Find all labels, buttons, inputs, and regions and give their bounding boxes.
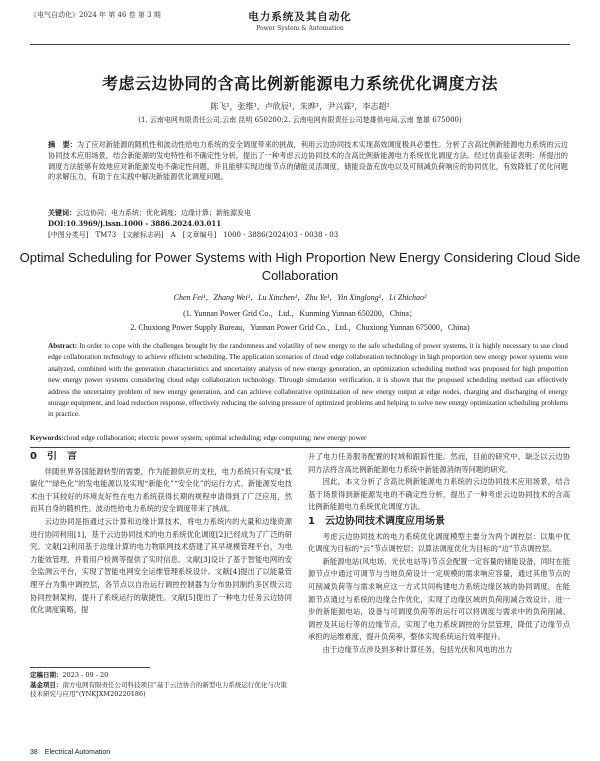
authors-zh: 陈飞¹，张维¹，卢欣辰¹，朱晔¹，尹兴霖²，李志超² (210, 102, 390, 111)
affiliation-en-2: 2. Chuxiong Power Supply Bureau，Yunnan Power Grid Co.，Ltd.，Chuxiong Yunnan 675000，China) (130, 323, 470, 332)
keywords-label-en: Keywords: (30, 434, 64, 442)
right-paragraph-4: 新能源电站(风电场、光伏电站等)节点会配置一定容量的储能设备，同时在能源节点中通过可调节与当地负荷设计一定规模的需求响应容量，通过其他节点的可削减负荷等与需求响应这一方式共同构建电力系统边缘区域的协同调度，在能源节点通过与系统的边缘合作优化，实现了边缘区域的负荷削减合效设计。进一步的新能源电站，设备与可调度负荷等的运行可以将调度与需求中的负荷削减、调控及其运行等的边缘节点，实现了电力系统调控的分层管理，降低了边缘节点承担的运维难度，提升负荷率，整体实现系统运行效率提升。 (308, 556, 570, 642)
footnote (30, 671, 292, 700)
keywords-text-en: cloud edge collaboration; electric power system; optimal scheduling; edge computing; new energy power (63, 434, 367, 442)
abstract-label-en: Abstract: (48, 342, 78, 350)
keywords-text-zh: 云边协同；电力系统；优化调度；边缘计算；新能源发电 (76, 209, 251, 217)
footnote-date-value: 2023 - 09 - 20 (62, 671, 109, 679)
abstract-zh (48, 140, 568, 183)
left-paragraph-1: 伴随世界各国能源转型的需要，作为能源供应的支柱，电力系统只有实现“低碳化”“绿色化”的发电能源以及实现“新能化”“安全化”的运行方式。新能源发电技术由于其较好的环境友好性在电力系统获得长期的规程申请得到了广泛应用，然而其自身的随机性、波动性给电力系统的安全调度带来了挑战。 (30, 466, 292, 514)
keywords-label-zh: 关键词： (48, 209, 76, 217)
section-0-heading: 0 引 言 (30, 451, 77, 462)
footnote-date (30, 671, 292, 681)
paper-title-en: Optimal Scheduling for Power Systems with High Proportion New Energy Considering Cloud Side Collaboration (19, 250, 581, 283)
classification: [中图分类号] TM73 [文献标志码] A [文章编号] 1000 - 3886(2024)03 - 0038 - 03 (48, 231, 339, 239)
abstract-text-zh: 为了应对新能源的随机性和波动性给电力系统的安全调度带来的挑战，利用云边协同技术实现高效调度极具必要性。分析了含高比例新能源电力系统的云边协同技术应用场景，结合新能源的发电特性和不确定性分析，提出了一种考虑云边协同技术的含高比例新能源电力系统优化调度方法。经过仿真验证表明：所提出的调度方法能够有效地应对新能源发电不确定性问题，并且能够实现边缘节点的储能灵活调度，储能设备充放电以及可削减负荷响应的协同优化，有效降低了优化问题的求解压力，有助于在实践中解决新能源优化调度问题。 (48, 140, 568, 182)
left-paragraph-2: 云边协同是指通过云计算和边缘计算技术，将电力系统内的大量和边缘资源进行协同利用[1]，基于云边协同技术的电力系统优化调度[2]已经成为了广泛的研究。文献[2]利用基于边缘计算的电力物联网技术搭建了其早规模管理平台，为电力能效管理，并着用户检测等提供了实时信息。文献[3]设计了基于智能电网的安全监测云平台，实现了智能电网安全运维管理系统设计。文献[4]提出了以能量管理平台为集中调控层，各节点以自治运行调控控制器为分布协同制约多区级云边协同控制架构，提升了系统运行的敏捷性。文献[5]提出了一种电力任务云边协同优化调度策略，提 (30, 516, 292, 615)
keywords-en (30, 434, 570, 442)
left-column (30, 451, 292, 651)
right-paragraph-3: 考虑云边协同技术的电力系统优化调度模型主要分为两个调控层：以集中优化调度为目标的“云”节点调控层；以算法调度优化为目标的“边”节点调控层。 (308, 531, 570, 554)
footnote-fund-label: 基金项目： (30, 680, 63, 689)
doi: DOI:10.3969/j.issn.1000 - 3886.2024.03.011 (48, 219, 222, 228)
footnote-fund (30, 681, 292, 700)
right-column (308, 451, 570, 741)
footnote-rule (30, 667, 150, 668)
authors-en: Chen Fei¹，Zhang Wei¹，Lu Xinchen¹，Zhu Ye¹，Yin Xinglong²，Li Zhichao² (173, 293, 427, 302)
paper-title-zh: 考虑云边协同的含高比例新能源电力系统优化调度方法 (101, 74, 498, 93)
abstract-rule (30, 447, 570, 448)
right-paragraph-5: 由于边缘节点涉及到多种计算任务，包括光伏和风电的出力 (322, 644, 513, 654)
affiliation-en-1: (1. Yunnan Power Grid Co.，Ltd.，Kunming Yunnan 650200，China； (183, 309, 417, 318)
section-header (0, 9, 600, 32)
section-title: 电力系统及其自动化 (248, 11, 352, 23)
right-paragraph-2: 因此，本文分析了含高比例新能源电力系统的云边协同技术应用场景，结合基于场景得到新能源发电的不确定性分析，提出了一种考虑云边协同技术的含高比例新能源电力系统优化调度方法。 (308, 477, 570, 512)
keywords-zh (48, 208, 568, 218)
footnote-fund-value: 南方电网有限责任公司科技项目“基于云边协合的新型电力系统运行优化与决策技术研究与应用”(YNKJXM20220186) (30, 680, 287, 698)
section-1-heading: 1 云边协同技术调度应用场景 (308, 515, 445, 527)
header-rule (30, 44, 570, 45)
abstract-en (48, 341, 568, 421)
affiliation-zh: (1. 云南电网有限责任公司,云南 昆明 650200;2. 云南电网有限责任公司楚雄供电局,云南 楚雄 675000) (138, 116, 462, 124)
abstract-label-zh: 摘 要： (48, 140, 77, 149)
section-subtitle: Power System & Automation (256, 25, 344, 32)
journal-issue: 《电气自动化》2024 年 第 46 卷 第 3 期 (30, 11, 161, 19)
page-footer: 38 Electrical Automation (30, 749, 111, 756)
right-paragraph-1: 升了电力任务服务配置的时域和跟踪性能。然而，目前的研究中，缺乏以云边协同方法将含高比例新能源电力系统中新能源消纳等问题的研究。 (308, 452, 570, 474)
footnote-date-label: 定稿日期： (30, 671, 63, 679)
abstract-text-en: In order to cope with the challenges brought by the randomness and volatility of new energy to the safe scheduling of power systems, it is highly necessary to use cloud edge collaboration technology to achieve efficient scheduling. The application scenarios of cloud edge collaboration technology in high proportion new energy power systems were analyzed, combined with the generation characteristics and uncertainty analysis of new energy generation, an optimization scheduling method was proposed for high proportion new energy power systems considering cloud edge collaboration technology. Through simulation verification, it is shown that the proposed scheduling method can effectively address the uncertainty problem of new energy generation, and can achieve collaborative optimization of new energy output at edge nodes, charging and discharging of energy storage equipment, and load reduction response, effectively reducing the solving pressure of optimized problems and helping to solve new energy optimization scheduling problems in practice. (48, 342, 568, 419)
